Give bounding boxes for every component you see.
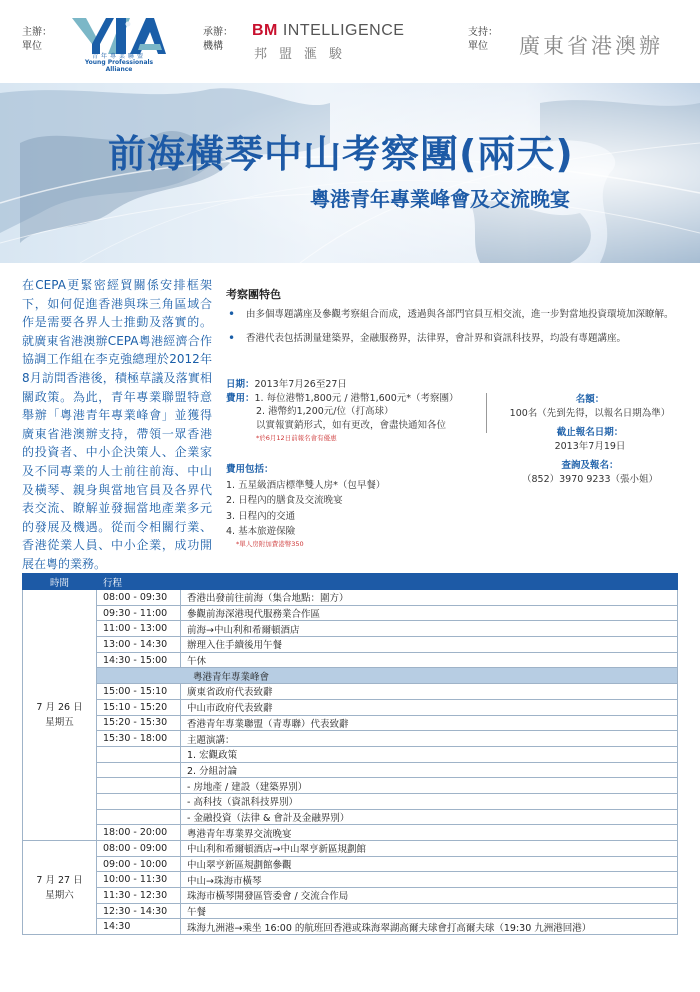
features-list — [226, 307, 686, 355]
day-cell — [23, 590, 97, 841]
itinerary-cell: 廣東省政府代表致辭 — [181, 684, 678, 700]
schedule-row — [23, 919, 678, 935]
time-cell: 15:00 - 15:10 — [97, 684, 181, 700]
day-date: 7 月 27 日 — [36, 874, 83, 886]
day-weekday: 星期五 — [45, 717, 74, 728]
schedule-row — [23, 637, 678, 653]
contact-label: 查詢及報名： — [561, 460, 619, 471]
deadline-label: 截止報名日期： — [556, 427, 624, 438]
schedule-row — [23, 684, 678, 700]
schedule-body — [23, 590, 678, 935]
schedule-row — [23, 731, 678, 747]
time-cell: 13:00 - 14:30 — [97, 637, 181, 653]
cost-note: *單人房附加費港幣350 — [236, 539, 304, 548]
time-cell — [97, 778, 181, 794]
coorganizer-label: 承辦： 機構 — [203, 27, 233, 52]
organizer-en-name: Young Professionals Alliance — [84, 59, 154, 73]
date-value: 2013年7月26至27日 — [254, 379, 347, 390]
itinerary-cell: 香港出發前往前海（集合地點：圍方） — [181, 590, 678, 606]
time-cell — [97, 746, 181, 762]
fee-note: *於6月12日前報名會有優惠 — [256, 434, 337, 442]
time-cell — [97, 762, 181, 778]
schedule-row — [23, 715, 678, 731]
header — [0, 0, 700, 78]
itinerary-cell: 香港青年專業聯盟（青專聯）代表致辭 — [181, 715, 678, 731]
date-fee-block — [226, 378, 486, 446]
schedule-row — [23, 590, 678, 606]
time-cell: 12:30 - 14:30 — [97, 903, 181, 919]
fee-label: 費用： — [226, 392, 255, 404]
time-cell: 08:00 - 09:00 — [97, 841, 181, 857]
time-cell: 11:00 - 13:00 — [97, 621, 181, 637]
time-cell: 10:00 - 11:30 — [97, 872, 181, 888]
schedule-row — [23, 621, 678, 637]
coorganizer-cn-name: 邦盟滙駿 — [254, 47, 355, 62]
intro-paragraph: 在CEPA更緊密經貿關係安排框架下，如何促進香港與珠三角區域合作是需要各界人士推動及落實的。就廣東省港澳辦CEPA粵港經濟合作協調工作組在李克強總理於2012年8月訪問香港後，積極草議及落實相關政策。為此，青年專業聯盟特意舉辦「粵港青年專業峰會」並獲得廣東省港澳辦支持，帶領一眾香港的投資者、中小企決策人、企業家及不同專業的人士前往前海、中山及橫琴、親身與當地官員及各界代表交流、瞭解並發掘當地產業多元的發展及機遇。從而令相關行業、香港從業人員、中小企業，成功開展在粵的業務。 — [22, 278, 212, 571]
schedule-row — [23, 872, 678, 888]
itinerary-cell: 中山利和希爾頓酒店→中山翠亨新區規劃館 — [181, 841, 678, 857]
itinerary-cell: 中山→珠海市橫琴 — [181, 872, 678, 888]
schedule-row — [23, 825, 678, 841]
time-cell: 15:30 - 18:00 — [97, 731, 181, 747]
schedule-row — [23, 605, 678, 621]
schedule-row — [23, 778, 678, 794]
organizer-label: 主辦： 單位 — [22, 27, 52, 52]
info-divider — [486, 393, 487, 433]
header-itinerary: 行程 — [97, 574, 678, 590]
cost-item: 2. 日程內的膳食及交流晚宴 — [226, 495, 343, 506]
itinerary-cell: 參觀前海深港現代服務業合作區 — [181, 605, 678, 621]
schedule-row — [23, 856, 678, 872]
cost-includes — [226, 462, 486, 549]
itinerary-cell: - 房地產 / 建設（建築界別） — [181, 778, 678, 794]
organizer-cn-name: 青年專業聯盟 — [91, 53, 146, 60]
itinerary-cell: 中山市政府代表致辭 — [181, 699, 678, 715]
itinerary-cell: 2. 分組討論 — [181, 762, 678, 778]
fee-line-1: 1. 每位港幣1,800元 / 港幣1,600元*（考察團） — [254, 392, 459, 404]
title-banner — [0, 83, 700, 263]
registration-info — [490, 393, 690, 486]
contact-value: （852）3970 9233（張小姐） — [521, 473, 658, 485]
itinerary-cell: 辦理入住手續後用午餐 — [181, 637, 678, 653]
cost-item: 1. 五星級酒店標準雙人房*（包早餐） — [226, 479, 386, 491]
time-cell: 11:30 - 12:30 — [97, 888, 181, 904]
schedule-row — [23, 746, 678, 762]
schedule-row — [23, 762, 678, 778]
time-cell: 18:00 - 20:00 — [97, 825, 181, 841]
schedule-section-row — [23, 668, 678, 684]
itinerary-cell: 午餐 — [181, 903, 678, 919]
time-cell: 14:30 - 15:00 — [97, 652, 181, 668]
schedule-row — [23, 793, 678, 809]
cost-label: 費用包括： — [226, 464, 274, 475]
schedule-header-row — [23, 574, 678, 590]
time-cell — [97, 809, 181, 825]
itinerary-cell: 珠海市橫琴開發區管委會 / 交流合作局 — [181, 888, 678, 904]
features-title: 考察團特色 — [226, 288, 281, 301]
itinerary-cell: 珠海九洲港→乘坐 16:00 的航班回香港或珠海翠湖高爾夫球會打高爾夫球（19:30 九洲港回港） — [181, 919, 678, 935]
schedule-row — [23, 652, 678, 668]
time-cell: 15:10 - 15:20 — [97, 699, 181, 715]
schedule-row — [23, 841, 678, 857]
cost-item: 3. 日程內的交通 — [226, 510, 296, 522]
day-cell — [23, 841, 97, 935]
time-cell: 15:20 - 15:30 — [97, 715, 181, 731]
time-cell: 08:00 - 09:30 — [97, 590, 181, 606]
event-title: 前海橫琴中山考察團(兩天) — [108, 132, 574, 176]
day-date: 7 月 26 日 — [36, 702, 83, 713]
quota-label: 名額： — [575, 394, 605, 405]
event-subtitle: 粵港青年專業峰會及交流晚宴 — [310, 187, 570, 211]
schedule-row — [23, 888, 678, 904]
itinerary-cell: - 金融投資（法律 & 會計及金融界別） — [181, 809, 678, 825]
section-title: 粵港青年專業峰會 — [97, 668, 678, 684]
fee-line-2: 2. 港幣約1,200元/位（打高球） — [256, 406, 394, 417]
date-label: 日期： — [226, 379, 255, 390]
fee-line-3: 以實報實銷形式，如有更改，會盡快通知各位 — [256, 419, 447, 431]
feature-item: • 香港代表包括測量建築界，金融服務界，法律界，會計界和資訊科技界，均設有專題講座。 — [226, 331, 686, 346]
schedule-row — [23, 699, 678, 715]
cost-item: 4. 基本旅遊保險 — [226, 526, 296, 537]
support-name: 廣東省港澳辦 — [519, 34, 663, 58]
deadline-value: 2013年7月19日 — [554, 440, 626, 452]
schedule-row — [23, 809, 678, 825]
itinerary-cell: 粵港青年專業界交流晚宴 — [181, 825, 678, 841]
schedule-row — [23, 903, 678, 919]
feature-item: • 由多個專題講座及參觀考察組合而成，透過與各部門官員互相交流，進一步對當地投資環境加深瞭解。 — [226, 307, 686, 322]
support-label: 支持： 單位 — [468, 27, 498, 52]
header-time: 時間 — [23, 574, 97, 590]
time-cell: 09:30 - 11:00 — [97, 605, 181, 621]
schedule-table — [22, 573, 678, 935]
time-cell — [97, 793, 181, 809]
bm-logo-mark: BM — [252, 22, 278, 39]
bm-logo-text: INTELLIGENCE — [277, 22, 405, 39]
itinerary-cell: 中山翠亨新區規劃館參觀 — [181, 856, 678, 872]
bm-intelligence-logo — [252, 22, 404, 40]
itinerary-cell: 1. 宏觀政策 — [181, 746, 678, 762]
time-cell: 09:00 - 10:00 — [97, 856, 181, 872]
itinerary-cell: 前海→中山利和希爾頓酒店 — [181, 621, 678, 637]
time-cell: 14:30 — [97, 919, 181, 935]
day-weekday: 星期六 — [45, 889, 74, 901]
itinerary-cell: 主題演講： — [181, 731, 678, 747]
quota-value: 100名（先到先得，以報名日期為準） — [509, 407, 671, 419]
itinerary-cell: 午休 — [181, 652, 678, 668]
itinerary-cell: - 高科技（資訊科技界別） — [181, 793, 678, 809]
